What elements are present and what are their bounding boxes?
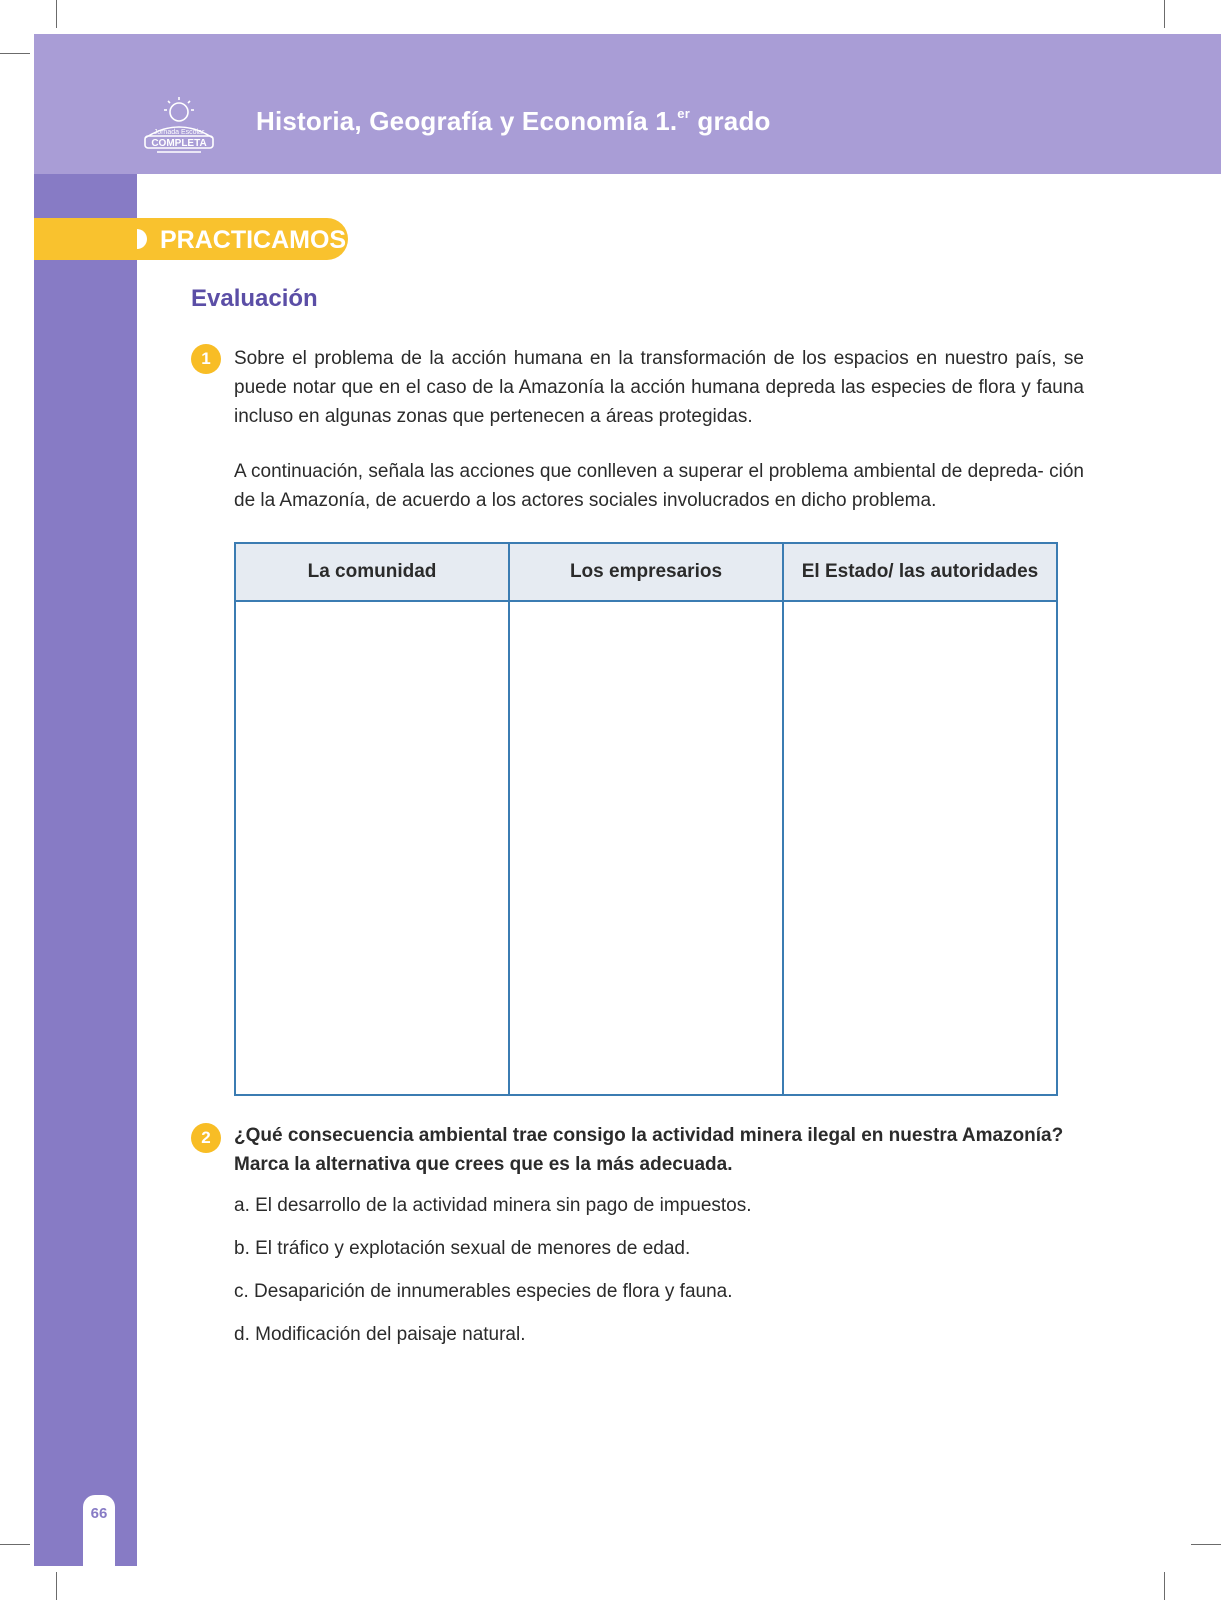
crop-mark bbox=[56, 1572, 57, 1600]
crop-mark bbox=[1164, 0, 1165, 28]
question2-prompt: ¿Qué consecuencia ambiental trae consigo la actividad minera ilegal en nuestra Amazonía? Marca la alternativa que crees que es la más adecuada. bbox=[234, 1125, 1064, 1175]
table-header-cell: La comunidad bbox=[235, 543, 509, 601]
question-number-badge: 2 bbox=[191, 1123, 221, 1153]
crop-mark bbox=[1164, 1572, 1165, 1600]
answer-cell-comunidad[interactable] bbox=[235, 601, 509, 1095]
svg-text:Jornada Escolar: Jornada Escolar bbox=[153, 129, 205, 136]
answer-option-b[interactable]: b. El tráfico y explotación sexual de menores de edad. bbox=[234, 1238, 691, 1259]
answer-table bbox=[234, 542, 1058, 1096]
left-sidebar bbox=[34, 174, 137, 1566]
crop-mark bbox=[0, 53, 30, 54]
answer-cell-estado[interactable] bbox=[783, 601, 1057, 1095]
crop-mark bbox=[0, 1544, 30, 1545]
section-title: Evaluación bbox=[191, 285, 318, 312]
answer-option-a[interactable]: a. El desarrollo de la actividad minera sin pago de impuestos. bbox=[234, 1195, 752, 1216]
crop-mark bbox=[1191, 1544, 1221, 1545]
answer-option-d[interactable]: d. Modificación del paisaje natural. bbox=[234, 1324, 526, 1345]
crop-mark bbox=[56, 0, 57, 28]
question1-instructions: A continuación, señala las acciones que conlleven a superar el problema ambiental de depreda- ción de la Amazonía, de acuerdo a los actores sociales involucrados en dicho problema. bbox=[234, 461, 1084, 511]
page-number: 66 bbox=[90, 1505, 108, 1522]
answer-cell-empresarios[interactable] bbox=[509, 601, 783, 1095]
svg-text:COMPLETA: COMPLETA bbox=[151, 138, 207, 149]
question-number-badge: 1 bbox=[191, 344, 221, 374]
table-header-cell: Los empresarios bbox=[509, 543, 783, 601]
book-title: Historia, Geografía y Economía 1.$^{er}$ grado bbox=[256, 106, 771, 136]
question1-paragraph: Sobre el problema de la acción humana en la transformación de los espacios en nuestro país, se puede notar que en el caso de la Amazonía la acción humana depreda las especies de flora y fauna incluso en algunas zonas que pertenecen a áreas protegidas. bbox=[234, 348, 1084, 427]
page-header bbox=[34, 34, 1221, 174]
section-tag-label: PRACTICAMOS bbox=[160, 226, 347, 254]
jornada-escolar-logo bbox=[139, 94, 219, 154]
table-header-cell: El Estado/ las autoridades bbox=[783, 543, 1057, 601]
answer-option-c[interactable]: c. Desaparición de innumerables especies de flora y fauna. bbox=[234, 1281, 733, 1302]
